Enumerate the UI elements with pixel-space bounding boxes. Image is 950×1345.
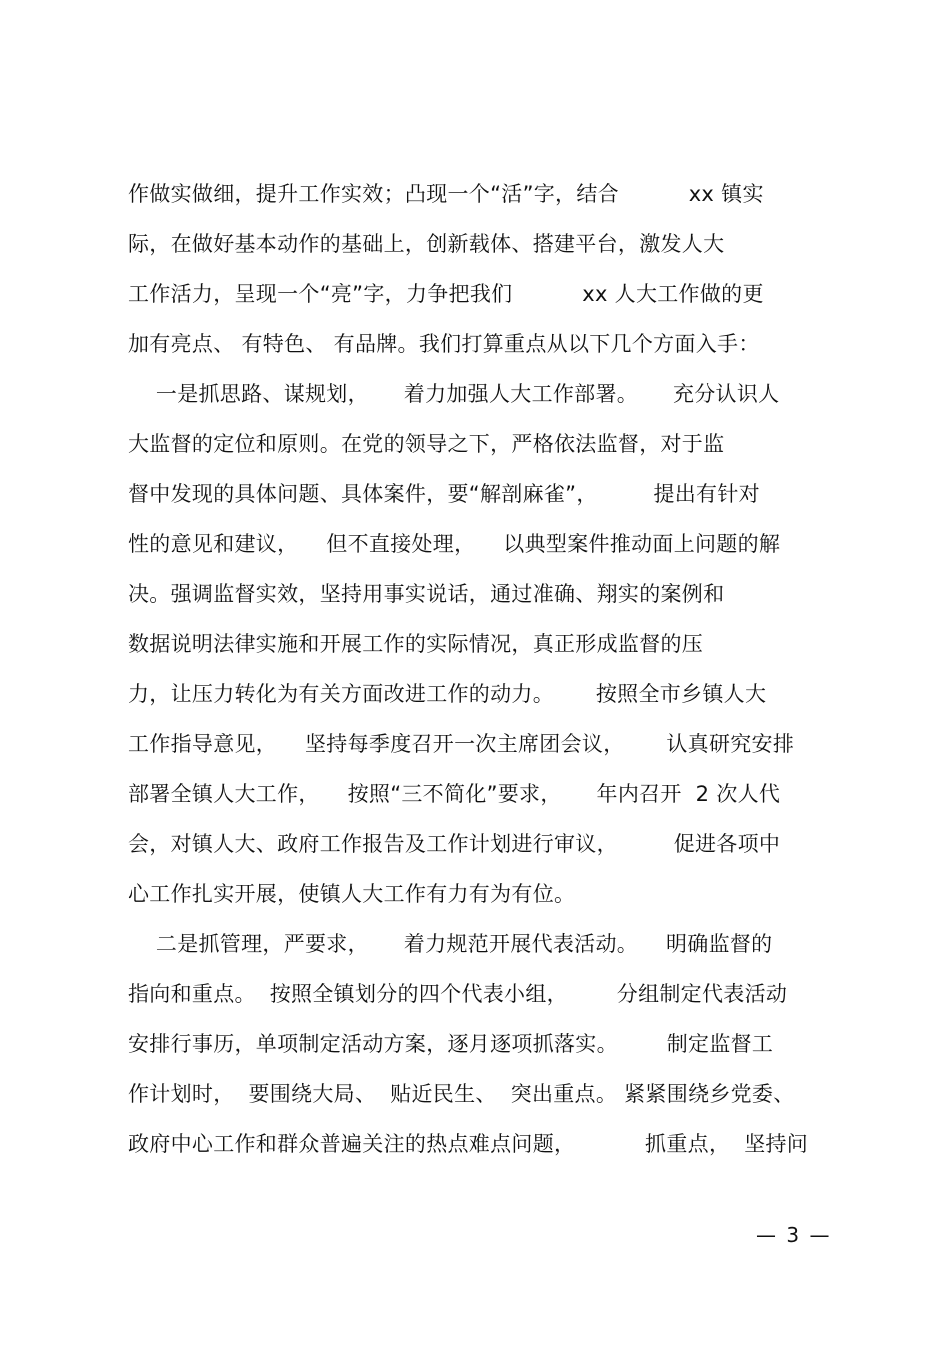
body-text-line: 部署全镇人大工作， 按照“三不简化”要求， 年内召开 2 次人代 [128,782,781,806]
body-text-line: 力，让压力转化为有关方面改进工作的动力。 按照全市乡镇人大 [128,682,767,706]
body-text-line: 加有亮点、 有特色、 有品牌。我们打算重点从以下几个方面入手： [128,332,760,356]
body-text-line: 政府中心工作和群众普遍关注的热点难点问题， 抓重点， 坚持问 [128,1132,809,1156]
body-text-line: 决。强调监督实效，坚持用事实说话，通过准确、翔实的案例和 [128,582,725,606]
body-text-line: 督中发现的具体问题、具体案件，要“解剖麻雀”， 提出有针对 [128,482,760,506]
paragraph-first-line: 一是抓思路、谋规划， 着力加强人大工作部署。 充分认识人 [128,382,780,406]
body-text-line: 心工作扎实开展，使镇人大工作有力有为有位。 [128,882,576,906]
paragraph-first-line: 二是抓管理，严要求， 着力规范开展代表活动。 明确监督的 [128,932,773,956]
body-text-line: 作计划时， 要围绕大局、 贴近民生、 突出重点。 紧紧围绕乡党委、 [128,1082,795,1106]
body-text-line: 工作活力，呈现一个“亮”字，力争把我们 xx 人大工作做的更 [128,282,764,306]
body-text-line: 安排行事历，单项制定活动方案，逐月逐项抓落实。 制定监督工 [128,1032,774,1056]
body-text-line: 际，在做好基本动作的基础上，创新载体、搭建平台，激发人大 [128,232,725,256]
body-text-line: 工作指导意见， 坚持每季度召开一次主席团会议， 认真研究安排 [128,732,795,756]
body-text-line: 指向和重点。 按照全镇划分的四个代表小组， 分组制定代表活动 [128,982,788,1006]
body-text-line: 大监督的定位和原则。在党的领导之下，严格依法监督，对于监 [128,432,725,456]
body-text-line: 会，对镇人大、政府工作报告及工作计划进行审议， 促进各项中 [128,832,781,856]
body-text-line: 数据说明法律实施和开展工作的实际情况，真正形成监督的压 [128,632,704,656]
body-text-line: 作做实做细，提升工作实效；凸现一个“活”字，结合 xx 镇实 [128,182,764,206]
page-number: — 3 — [756,1223,832,1247]
body-text-line: 性的意见和建议， 但不直接处理， 以典型案件推动面上问题的解 [128,532,781,556]
